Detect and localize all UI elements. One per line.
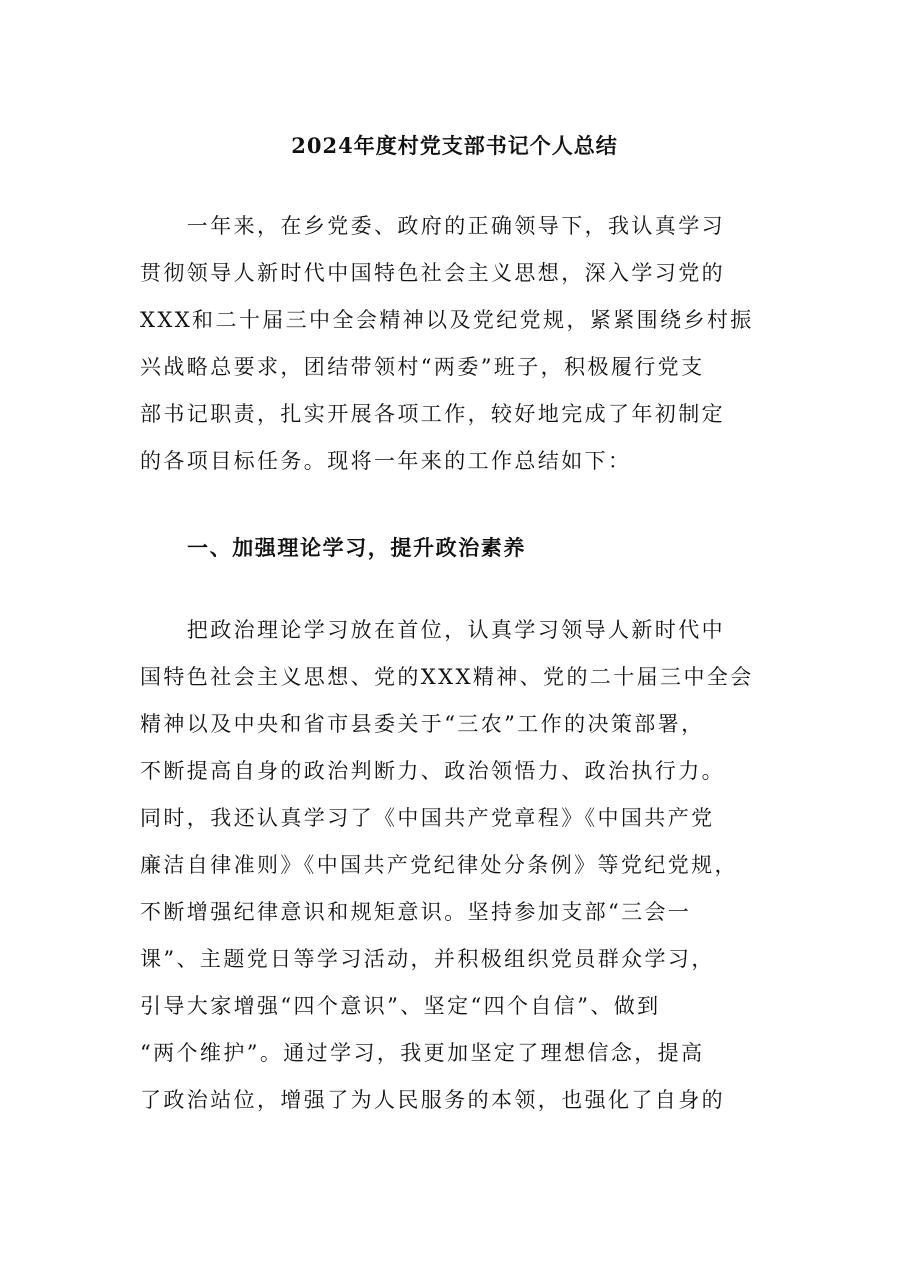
section-line: 课”、主题党日等学习活动，并积极组织党员群众学习，: [140, 947, 715, 971]
intro-line: 部书记职责，扎实开展各项工作，较好地完成了年初制定: [140, 402, 725, 426]
section-line: 把政治理论学习放在首位，认真学习领导人新时代中: [140, 618, 725, 642]
intro-line: 的各项目标任务。现将一年来的工作总结如下：: [140, 449, 632, 473]
intro-line: 兴战略总要求，团结带领村“两委”班子，积极履行党支: [140, 355, 705, 379]
section-line: 引导大家增强“四个意识”、坚定“四个自信”、做到: [140, 994, 661, 1018]
document-title: 2024年度村党支部书记个人总结: [291, 133, 618, 158]
section-heading: 一、加强理论学习，提升政治素养: [187, 535, 526, 560]
intro-line: XXX和二十届三中全会精神以及党纪党规，紧紧围绕乡村振: [140, 308, 754, 332]
section-line: 廉洁自律准则》《中国共产党纪律处分条例》等党纪党规，: [140, 853, 738, 877]
section-line: 了政治站位，增强了为人民服务的本领，也强化了自身的: [140, 1088, 725, 1112]
section-line: 不断增强纪律意识和规矩意识。坚持参加支部“三会一: [140, 900, 692, 924]
intro-line: 贯彻领导人新时代中国特色社会主义思想，深入学习党的: [140, 261, 725, 285]
section-line: 精神以及中央和省市县委关于“三农”工作的决策部署，: [140, 712, 705, 736]
section-line: 国特色社会主义思想、党的XXX精神、党的二十届三中全会: [140, 665, 754, 689]
section-line: 不断提高自身的政治判断力、政治领悟力、政治执行力。: [140, 759, 725, 783]
intro-line: 一年来，在乡党委、政府的正确领导下，我认真学习: [140, 214, 725, 238]
section-line: 同时，我还认真学习了《中国共产党章程》《中国共产党: [140, 806, 715, 830]
section-line: “两个维护”。通过学习，我更加坚定了理想信念，提高: [140, 1041, 705, 1065]
